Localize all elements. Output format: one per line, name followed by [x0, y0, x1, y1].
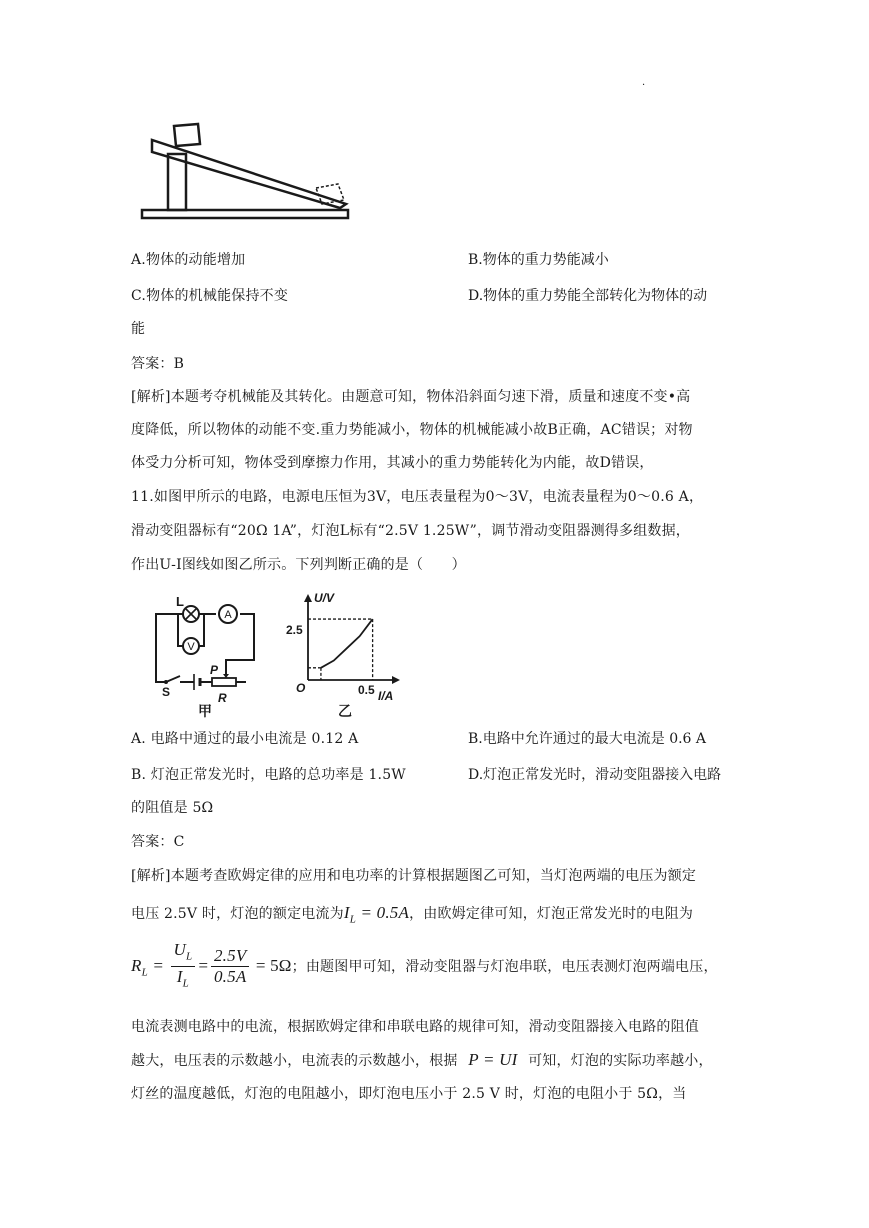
- ui-curve: [321, 619, 373, 668]
- q10-analysis-line-3: 体受力分析可知，物体受到摩擦力作用，其减小的重力势能转化为内能，故D错误，: [131, 455, 654, 471]
- y-axis-arrow: [304, 594, 312, 602]
- switch-label: S: [162, 685, 171, 699]
- y-axis-label: U/V: [314, 591, 335, 605]
- x-axis-label: I/A: [378, 689, 394, 703]
- q11-answer: 答案：C: [131, 834, 185, 850]
- q11-analysis-line-1: [解析]本题考查欧姆定律的应用和电功率的计算根据题图乙可知，当灯泡两端的电压为额定: [131, 868, 697, 884]
- analysis-text: 可知，灯泡的实际功率越小，: [528, 1053, 713, 1069]
- lamp-label: L: [176, 594, 184, 609]
- incline-plank: [152, 140, 346, 208]
- q11-option-d: D.灯泡正常发光时，滑动变阻器接入电路: [468, 767, 722, 783]
- q10-answer: 答案：B: [131, 356, 185, 372]
- q10-option-a: A.物体的动能增加: [131, 252, 246, 268]
- circuit-caption: 甲: [198, 703, 212, 719]
- q10-option-c: C.物体的机械能保持不变: [131, 288, 289, 304]
- switch-blade: [166, 676, 180, 682]
- q11-analysis-line-4: 电流表测电路中的电流，根据欧姆定律和串联电路的规律可知，滑动变阻器接入电路的阻值: [131, 1019, 699, 1035]
- ammeter-label: A: [224, 609, 232, 621]
- q11-analysis-line-2: [131, 903, 693, 925]
- analysis-text: 电压 2.5V 时，灯泡的额定电流为: [131, 906, 344, 922]
- q11-option-b: B.电路中允许通过的最大电流是 0.6 A: [468, 731, 707, 747]
- graph-plot-area: [304, 594, 400, 684]
- slider-label: P: [210, 663, 219, 677]
- voltmeter-label: V: [187, 641, 195, 653]
- q11-option-c: B. 灯泡正常发光时，电路的总功率是 1.5W: [131, 767, 406, 783]
- y-tick-label: 2.5: [286, 623, 303, 637]
- q11-stem-line-3: 作出U-I图线如图乙所示。下列判断正确的是（ ）: [131, 557, 466, 573]
- circuit-figure: [146, 594, 266, 720]
- analysis-text: 越大，电压表的示数越小，电流表的示数越小，根据: [131, 1053, 458, 1069]
- incline-figure: [138, 118, 354, 222]
- q11-analysis-line-6: 灯丝的温度越低，灯泡的电阻越小，即灯泡电压小于 2.5 V 时，灯泡的电阻小于 5Ω，当: [131, 1086, 687, 1102]
- graph-caption: 乙: [338, 703, 352, 719]
- q11-option-d-cont: 的阻值是 5Ω: [131, 800, 214, 816]
- q11-stem-line-1: 11.如图甲所示的电路，电源电压恒为3V，电压表量程为0～3V，电流表量程为0～0.6 A，: [131, 489, 704, 505]
- formula-current: $I_L = 0.5A$: [343, 903, 410, 926]
- block-top: [174, 124, 200, 146]
- origin-label: O: [296, 681, 306, 695]
- formula-power: P = UI: [468, 1050, 518, 1069]
- q10-analysis-line-1: [解析]本题考夺机械能及其转化。由题意可知，物体沿斜面匀速下滑，质量和速度不变•高: [131, 389, 691, 405]
- resistor-symbol: [212, 678, 236, 686]
- formula-resistance: $R_L$ = $\frac{U_L}{I_L}$ = $\frac{2.5V}{0.5A}$ = 5Ω: [131, 940, 292, 990]
- q10-analysis-line-2: 度降低，所以物体的动能不变.重力势能减小，物体的机械能减小故B正确，AC错误；对物: [131, 422, 693, 438]
- q10-option-d-cont: 能: [131, 321, 146, 337]
- x-tick-label: 0.5: [358, 683, 375, 697]
- ui-graph: [282, 588, 410, 720]
- stray-dot: ·: [642, 80, 646, 91]
- x-axis-arrow: [392, 676, 400, 684]
- q11-stem-line-2: 滑动变阻器标有“20Ω 1A”，灯泡L标有“2.5V 1.25W”，调节滑动变阻器测得多组数据，: [131, 523, 691, 539]
- q11-analysis-line-5: [131, 1050, 713, 1070]
- resistor-label: R: [218, 691, 227, 705]
- q10-option-b: B.物体的重力势能减小: [468, 252, 609, 268]
- analysis-text: ，由欧姆定律可知，灯泡正常发光时的电阻为: [409, 906, 694, 922]
- q10-option-d: D.物体的重力势能全部转化为物体的动: [468, 288, 708, 304]
- analysis-text: ；由题图甲可知，滑动变阻器与灯泡串联，电压表测灯泡两端电压，: [291, 958, 718, 975]
- wire-left: [156, 614, 178, 682]
- q11-analysis-line-3: [131, 940, 718, 994]
- q11-option-a: A. 电路中通过的最小电流是 0.12 A: [131, 731, 359, 747]
